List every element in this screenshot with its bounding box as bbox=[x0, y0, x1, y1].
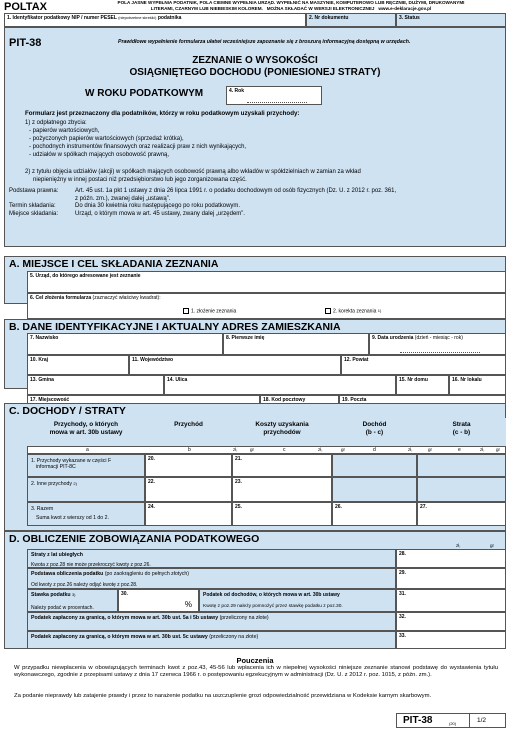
birth-date-label: 9. Data urodzenia bbox=[372, 335, 414, 341]
first-name-label: 8. Pierwsze imię bbox=[226, 335, 265, 341]
checkbox-filing[interactable] bbox=[183, 308, 189, 314]
percent-sign: % bbox=[184, 600, 192, 609]
tax-base-label-cell bbox=[27, 568, 396, 589]
pos25-label: 25. bbox=[235, 504, 242, 510]
col-e-header-1: Strata bbox=[452, 421, 471, 428]
instructions-p1: W przypadku niewpłacenia w obowiązujących terminach kwot z poz.43, 45-56 lub wpłacenia ich w niepełnej wysokości niniejsze zeznanie stanowi podstawę do wystawienia tytułu wykonawczego, zgodnie z przepisami ustawy z dnia 17 czerwca 1966 r. o postępowaniu egzekucyjnym w administracji (Dz. U. z 2012 r. poz. 1015, z późn. zm.). bbox=[14, 665, 498, 678]
col-c-header-1: Koszty uzyskania bbox=[255, 421, 309, 428]
pos31-label: 31. bbox=[399, 591, 406, 597]
col-d-zl: zł, bbox=[408, 447, 413, 452]
col-d-header-2: (b - c) bbox=[365, 429, 384, 436]
col-b-gr: gr bbox=[250, 447, 255, 452]
tax-base-note: (po zaokrągleniu do pełnych złotych) bbox=[104, 571, 190, 577]
col-a-header-2: mowa w art. 30b ustawy bbox=[49, 429, 123, 436]
foreign-tax-5a-note: (przeliczony na złote) bbox=[219, 615, 269, 621]
row3-loss-field[interactable] bbox=[417, 502, 506, 526]
top-note bbox=[76, 0, 506, 11]
street-label: 14. Ulica bbox=[167, 377, 188, 383]
section-c-title: C. DOCHODY / STRATY bbox=[9, 405, 126, 417]
row3-revenue-field[interactable] bbox=[145, 502, 232, 526]
foreign-tax-5c-note: (przeliczony na złote) bbox=[209, 634, 259, 640]
legal-k3: Miejsce składania: bbox=[9, 210, 59, 217]
commune-field[interactable] bbox=[27, 375, 164, 395]
tax-rate-label-cell bbox=[27, 589, 118, 612]
instructions-p2: Za podanie nieprawdy lub zatajenie prawdy i przez to narażenie podatku na uszczuplenie grozi odpowiedzialność przewidziana w Kodeksie karnym skarbowym. bbox=[14, 693, 432, 699]
footer-box bbox=[396, 713, 506, 728]
birth-date-note: (dzień - miesiąc - rok) bbox=[414, 335, 463, 341]
row2-revenue-field[interactable] bbox=[145, 477, 232, 502]
first-name-field[interactable] bbox=[223, 333, 369, 355]
col-e-letter: e bbox=[458, 447, 461, 453]
country-label: 10. Kraj bbox=[30, 357, 49, 363]
house-number-field[interactable] bbox=[396, 375, 449, 395]
apartment-number-field[interactable] bbox=[449, 375, 506, 395]
pos27-label: 27. bbox=[420, 504, 427, 510]
tax-base-field[interactable] bbox=[396, 568, 506, 589]
footer-form-code: PIT-38 bbox=[403, 715, 433, 726]
taxpayer-id-label: 1. Identyfikator podatkowy NIP / numer PESEL bbox=[7, 15, 117, 21]
prior-losses-note: Kwota z poz.28 nie może przekroczyć kwoty z poz.26. bbox=[31, 562, 151, 568]
title-line2: OSIĄGNIĘTEGO DOCHODU (PONIESIONEJ STRATY) bbox=[129, 67, 381, 78]
house-number-label: 15. Nr domu bbox=[399, 377, 428, 383]
tax-due-instruction: Kwotę z poz.29 należy pomnożyć przez stawkę podatku z poz.30. bbox=[203, 604, 343, 609]
pos28-label: 28. bbox=[399, 551, 406, 557]
tax-rate-field[interactable] bbox=[118, 589, 199, 612]
row1-label-2: informacji PIT-8C bbox=[36, 464, 76, 470]
foreign-tax-5a-label-cell bbox=[27, 612, 396, 631]
province-field[interactable] bbox=[129, 355, 341, 375]
intended-list bbox=[25, 119, 246, 159]
row1-label-cell bbox=[27, 454, 145, 477]
col-a-letter: a bbox=[86, 447, 89, 453]
commune-label: 13. Gmina bbox=[30, 377, 54, 383]
province-label: 11. Województwo bbox=[132, 357, 174, 363]
title-line1: ZEZNANIE O WYSOKOŚCI bbox=[192, 55, 318, 66]
row2-note: 2) bbox=[73, 481, 77, 486]
foreign-tax-5a-field[interactable] bbox=[396, 612, 506, 631]
brand-label: POLTAX bbox=[4, 1, 47, 13]
title-line3: W ROKU PODATKOWYM bbox=[85, 88, 204, 99]
form-code: PIT-38 bbox=[9, 37, 42, 49]
pos20-label: 20. bbox=[148, 456, 155, 462]
col-e-gr: gr bbox=[496, 447, 501, 452]
option-filing-label: 1. złożenie zeznania bbox=[191, 308, 237, 315]
income-letters-row bbox=[27, 446, 506, 454]
tax-year-label: 4. Rok bbox=[229, 88, 245, 94]
row1-label-1: 1. Przychody wykazane w części F bbox=[31, 458, 112, 464]
postal-code-label: 18. Kod pocztowy bbox=[263, 397, 306, 403]
taxpayer-id-note: (niepotrzebne skreślić) bbox=[118, 16, 157, 20]
col-c-letter: c bbox=[283, 447, 286, 453]
tax-office-field[interactable] bbox=[27, 271, 506, 293]
birth-date-field[interactable] bbox=[369, 333, 506, 355]
row1-costs-field[interactable] bbox=[232, 454, 332, 477]
prior-losses-field[interactable] bbox=[396, 549, 506, 568]
top-note-line1: POLA JASNE WYPEŁNIA PODATNIK, POLA CIEMNE WYPEŁNIA URZĄD. WYPEŁNIĆ NA MASZYNIE, KOMPUTEROWO LUB RĘCZNIE, DUŻYMI, DRUKOWANYMI bbox=[117, 0, 465, 5]
intended-p2 bbox=[25, 168, 361, 184]
status-field bbox=[396, 13, 506, 27]
col-d-header-1: Dochód bbox=[362, 421, 387, 428]
legal-v3: Urząd, o którym mowa w art. 45 ustawy, zwany dalej „urzędem”. bbox=[75, 210, 245, 217]
surname-label: 7. Nazwisko bbox=[30, 335, 59, 341]
purpose-label: 6. Cel złożenia formularza bbox=[30, 295, 92, 301]
col-e-zl: zł, bbox=[480, 447, 485, 452]
option-correction-note: 1) bbox=[377, 308, 382, 313]
pos23-label: 23. bbox=[235, 479, 242, 485]
col-d-letter: d bbox=[373, 447, 376, 453]
document-number-field bbox=[306, 13, 396, 27]
col-b-zl: zł, bbox=[233, 447, 238, 452]
intended-i3: - pochodnych instrumentów finansowych oraz realizacji praw z nich wynikających, bbox=[29, 144, 247, 150]
col-c-gr: gr bbox=[341, 447, 346, 452]
row2-loss-cell bbox=[417, 477, 506, 502]
foreign-tax-5c-label: Podatek zapłacony za granicą, o którym mowa w art. 30b ust. 5c ustawy bbox=[31, 634, 208, 640]
taxpayer-id-suffix: podatnika bbox=[157, 15, 182, 21]
d-zl-header: zł, bbox=[456, 543, 461, 548]
county-field[interactable] bbox=[341, 355, 506, 375]
top-note-line3: MOŻNA SKŁADAĆ W WERSJI ELEKTRONICZNEJ bbox=[266, 5, 375, 11]
instructions-title: Pouczenia bbox=[236, 656, 274, 665]
pos29-label: 29. bbox=[399, 570, 406, 576]
tax-office-label: 5. Urząd, do którego adresowane jest zeznanie bbox=[30, 273, 141, 279]
col-c-zl: zł, bbox=[318, 447, 323, 452]
row2-income-cell bbox=[332, 477, 417, 502]
legal-k2: Termin składania: bbox=[9, 203, 56, 209]
pos32-label: 32. bbox=[399, 614, 406, 620]
option-correction-label: 2. korekta zeznania bbox=[333, 308, 377, 315]
tax-year-field[interactable] bbox=[226, 86, 322, 105]
document-number-label: 2. Nr dokumentu bbox=[309, 15, 349, 21]
col-b-header: Przychód bbox=[174, 421, 203, 428]
foreign-tax-5c-label-cell bbox=[27, 631, 396, 649]
pos21-label: 21. bbox=[235, 456, 242, 462]
row3-costs-field[interactable] bbox=[232, 502, 332, 526]
pos26-label: 26. bbox=[335, 504, 342, 510]
legal-k1: Podstawa prawna: bbox=[9, 188, 59, 194]
county-label: 12. Powiat bbox=[344, 357, 369, 363]
purpose-note: (zaznaczyć właściwy kwadrat): bbox=[92, 295, 161, 301]
tax-rate-instruction: Należy podać w procentach. bbox=[31, 605, 94, 611]
footer-version: (20) bbox=[449, 721, 457, 726]
section-a-title: A. MIEJSCE I CEL SKŁADANIA ZEZNANIA bbox=[9, 258, 219, 270]
footer-page: 1/2 bbox=[477, 717, 487, 724]
apartment-number-label: 16. Nr lokalu bbox=[452, 377, 482, 383]
status-label: 3. Status bbox=[399, 15, 420, 21]
d-gr-header: gr bbox=[490, 543, 495, 548]
row1-revenue-field[interactable] bbox=[145, 454, 232, 477]
country-field[interactable] bbox=[27, 355, 129, 375]
intended-i2: - pożyczonych papierów wartościowych (sprzedaż krótka), bbox=[29, 136, 184, 142]
foreign-tax-5a-label: Podatek zapłacony za granicą, o którym mowa w art. 30b ust. 5a i 5b ustawy bbox=[31, 615, 219, 621]
tax-base-instruction: Od kwoty z poz.26 należy odjąć kwotę z poz.28. bbox=[31, 582, 138, 588]
prior-losses-label-cell bbox=[27, 549, 396, 568]
legal-v1b: z późn. zm.), zwanej dalej „ustawą”. bbox=[75, 195, 171, 202]
col-b-letter: b bbox=[188, 447, 191, 453]
purpose-field bbox=[27, 293, 506, 319]
tax-due-field[interactable] bbox=[396, 589, 506, 612]
row2-label-cell bbox=[27, 477, 145, 502]
intended-p1: 1) z odpłatnego zbycia: bbox=[25, 120, 87, 126]
row1-income-cell bbox=[332, 454, 417, 477]
foreign-tax-5c-field[interactable] bbox=[396, 631, 506, 649]
top-note-line2: LITERAMI, CZARNYM LUB NIEBIESKIM KOLOREM. bbox=[150, 5, 263, 11]
col-a-header-1: Przychody, o których bbox=[53, 421, 119, 428]
col-c-header-2: przychodów bbox=[263, 429, 301, 436]
intro-note: Prawidłowe wypełnienie formularza ułatwi wcześniejsze zapoznanie się z broszurą informacyjną dostępną w urzędach. bbox=[118, 39, 411, 45]
row2-costs-field[interactable] bbox=[232, 477, 332, 502]
row3-note: Suma kwot z wierszy od 1 do 2. bbox=[36, 515, 109, 521]
legal-basis bbox=[9, 188, 504, 218]
pos24-label: 24. bbox=[148, 504, 155, 510]
row2-label: 2. Inne przychody bbox=[31, 481, 72, 487]
section-b-title: B. DANE IDENTYFIKACYJNE I AKTUALNY ADRES ZAMIESZKANIA bbox=[9, 321, 341, 333]
pos30-label: 30. bbox=[121, 591, 128, 597]
intended-p2-line1: 2) z tytułu objęcia udziałów (akcji) w spółkach mających osobowość prawną albo wkładów w spółdzielniach w zamian za wkład bbox=[25, 169, 361, 175]
surname-field[interactable] bbox=[27, 333, 223, 355]
tax-base-label: Podstawa obliczenia podatku bbox=[31, 571, 104, 577]
col-d-gr: gr bbox=[428, 447, 433, 452]
row3-income-field[interactable] bbox=[332, 502, 417, 526]
tax-rate-label: Stawka podatku bbox=[31, 592, 71, 598]
street-field[interactable] bbox=[164, 375, 396, 395]
legal-v1a: Art. 45 ust. 1a pkt 1 ustawy z dnia 26 lipca 1991 r. o podatku dochodowym od osób fizycznych (Dz. U. z 2012 r. poz. 361, bbox=[75, 188, 397, 194]
pos22-label: 22. bbox=[148, 479, 155, 485]
city-label: 17. Miejscowość bbox=[30, 397, 70, 403]
section-d-title: D. OBLICZENIE ZOBOWIĄZANIA PODATKOWEGO bbox=[9, 533, 260, 545]
row3-label-cell bbox=[27, 502, 145, 526]
intended-heading: Formularz jest przeznaczony dla podatników, którzy w roku podatkowym uzyskali przychody: bbox=[25, 110, 300, 117]
prior-losses-label: Straty z lat ubiegłych bbox=[31, 552, 83, 558]
row3-label: 3. Razem bbox=[31, 506, 54, 512]
legal-v2: Do dnia 30 kwietnia roku następującego po roku podatkowym. bbox=[75, 203, 241, 209]
row1-loss-cell bbox=[417, 454, 506, 477]
tax-due-label: Podatek od dochodów, o których mowa w art. 30b ustawy bbox=[203, 592, 340, 598]
tax-rate-note: 3) bbox=[71, 592, 76, 597]
tax-due-label-cell bbox=[199, 589, 396, 612]
checkbox-correction[interactable] bbox=[325, 308, 331, 314]
intended-i4: - udziałów w spółkach mających osobowość prawną, bbox=[29, 152, 170, 158]
post-office-label: 19. Poczta bbox=[342, 397, 367, 403]
taxpayer-id-field[interactable] bbox=[4, 13, 306, 27]
col-e-header-2: (c - b) bbox=[452, 429, 471, 436]
top-note-url: www.e-deklaracje.gov.pl bbox=[378, 5, 432, 11]
intended-i1: - papierów wartościowych, bbox=[29, 128, 100, 134]
intended-p2-line2: niepieniężny w innej postaci niż przedsiębiorstwo lub jego zorganizowana część. bbox=[33, 177, 247, 183]
pos33-label: 33. bbox=[399, 633, 406, 639]
